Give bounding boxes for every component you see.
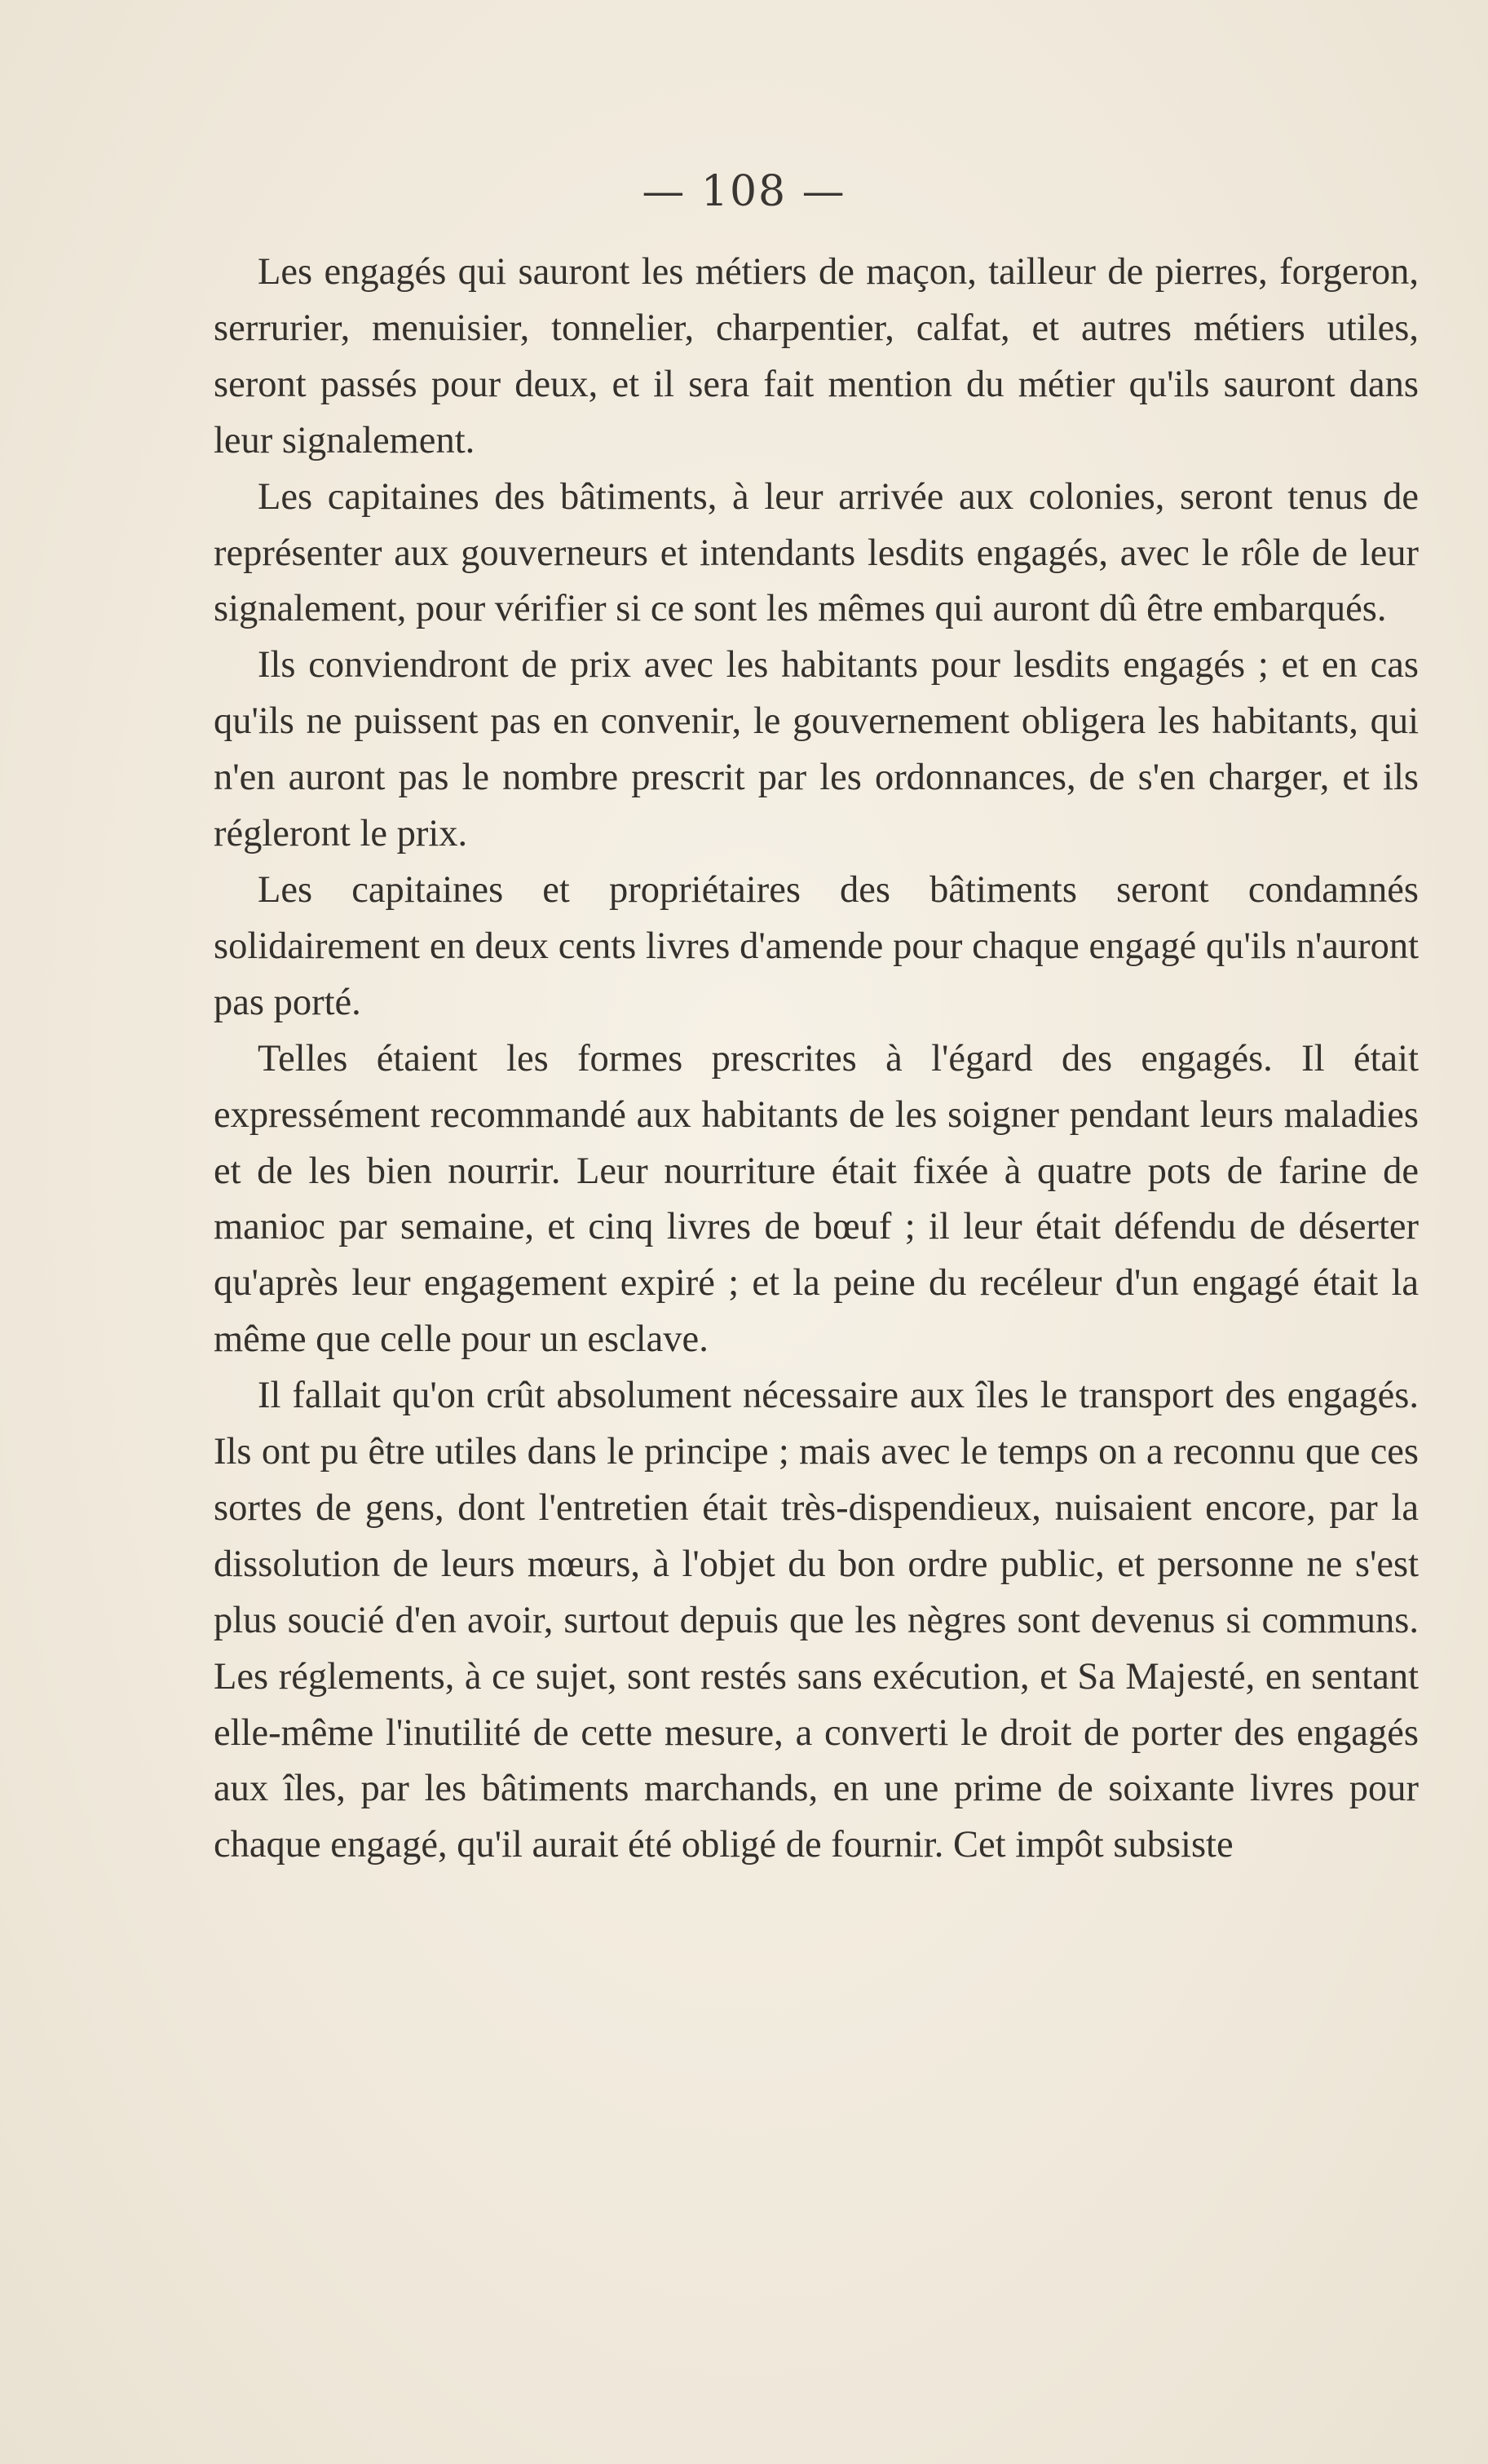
page-number: — 108 — xyxy=(642,167,846,216)
paragraph-3: Ils conviendront de prix avec les habitants pour lesdits engagés ; et en cas qu'ils ne puissent pas en convenir, le gouvernement obligera les habitants, qui n'en auront pas le nombre prescrit par les ordonnances, de s'en charger, et ils régleront le prix. xyxy=(214,644,1419,855)
paragraph-1: Les engagés qui sauront les métiers de maçon, tailleur de pierres, forgeron, serrurier, menuisier, tonnelier, charpentier, calfat, et autres métiers utiles, seront passés pour deux, et il sera fait mention du métier qu'ils sauront dans leur signalement. xyxy=(214,251,1419,461)
page-body xyxy=(214,245,1419,1874)
paragraph-4: Les capitaines et propriétaires des bâtiments seront condamnés solidairement en deux cents livres d'amende pour chaque engagé qu'ils n'auront pas porté. xyxy=(214,868,1419,1023)
paragraph-6: Il fallait qu'on crût absolument nécessaire aux îles le transport des engagés. Ils ont pu être utiles dans le principe ; mais avec le temps on a reconnu que ces sortes de gens, dont l'entretien était très-dispendieux, nuisaient encore, par la dissolution de leurs mœurs, à l'objet du bon ordre public, et personne ne s'est plus soucié d'en avoir, surtout depuis que les nègres sont devenus si communs. Les réglements, à ce sujet, sont restés sans exécution, et Sa Majesté, en sentant elle-même l'inutilité de cette mesure, a converti le droit de porter des engagés aux îles, par les bâtiments marchands, en une prime de soixante livres pour chaque engagé, qu'il aurait été obligé de fournir. Cet impôt subsiste xyxy=(214,1375,1419,1866)
paragraph-5: Telles étaient les formes prescrites à l'égard des engagés. Il était expressément recommandé aux habitants de les soigner pendant leurs maladies et de les bien nourrir. Leur nourriture était fixée à quatre pots de farine de manioc par semaine, et cinq livres de bœuf ; il leur était défendu de déserter qu'après leur engagement expiré ; et la peine du recéleur d'un engagé était la même que celle pour un esclave. xyxy=(214,1037,1419,1361)
paragraph-2: Les capitaines des bâtiments, à leur arrivée aux colonies, seront tenus de représenter aux gouverneurs et intendants lesdits engagés, avec le rôle de leur signalement, pour vérifier si ce sont les mêmes qui auront dû être embarqués. xyxy=(214,475,1419,630)
